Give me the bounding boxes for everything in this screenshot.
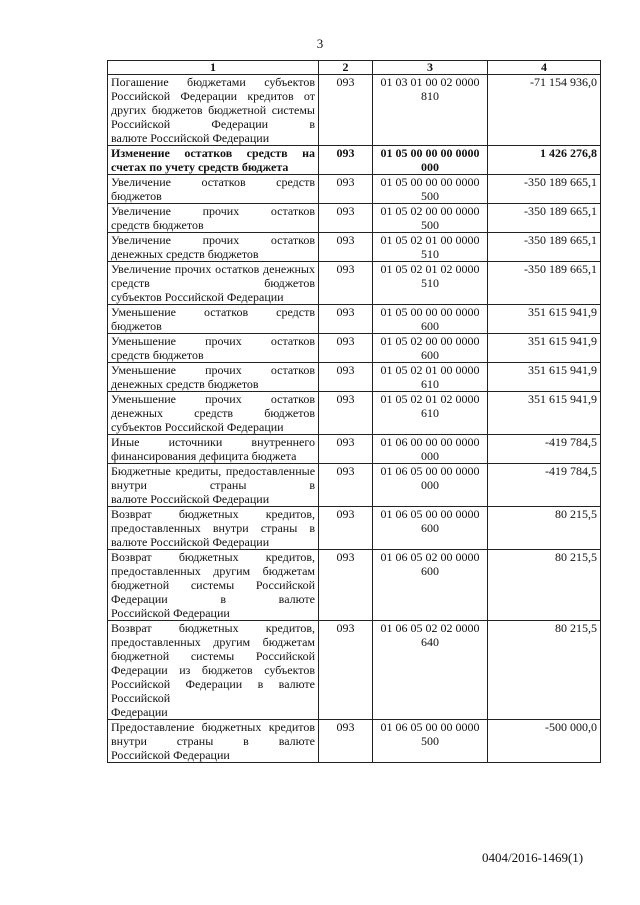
row-code-line: 500: [421, 189, 439, 203]
row-code-line: 610: [421, 377, 439, 391]
row-name-line: системы Российской Федерации в: [111, 103, 315, 131]
row-name-line: предоставленные внутри страны в: [111, 464, 316, 492]
row-amount: 80 215,5: [488, 550, 601, 621]
row-name-line: денежных средств бюджетов: [111, 247, 259, 261]
table-row: [108, 175, 601, 204]
row-name-line: Изменение остатков средств на: [111, 146, 315, 160]
row-code-line: 01 05 00 00 00 0000: [380, 305, 480, 319]
row-admin-code: 093: [319, 363, 373, 392]
row-name-line: денежных средств бюджетов: [111, 262, 315, 290]
table-row: [108, 435, 601, 464]
row-classification-code: [373, 363, 488, 392]
row-code-line: 01 05 02 00 00 0000: [380, 334, 480, 348]
row-classification-code: [373, 233, 488, 262]
row-classification-code: [373, 464, 488, 507]
row-admin-code: 093: [319, 233, 373, 262]
row-name-line: Увеличение прочих остатков: [111, 204, 315, 218]
row-name-line: Федерации в валюте Российской: [111, 677, 315, 705]
row-name-cell: [108, 363, 319, 392]
row-name-line: Бюджетные кредиты,: [111, 464, 222, 478]
budget-sources-table: [107, 60, 601, 763]
row-name-line: Уменьшение остатков средств: [111, 305, 315, 319]
row-amount: 80 215,5: [488, 507, 601, 550]
row-amount: -419 784,5: [488, 464, 601, 507]
row-admin-code: 093: [319, 75, 373, 146]
table-row: [108, 334, 601, 363]
row-name-line: предоставленных другим: [111, 564, 251, 578]
row-admin-code: 093: [319, 334, 373, 363]
row-code-line: 01 05 02 01 02 0000: [380, 392, 480, 406]
row-name-line: субъектов Российской Федерации: [111, 290, 284, 304]
row-code-line: 000: [421, 449, 439, 463]
table-row: [108, 550, 601, 621]
row-name-line: бюджетов: [111, 319, 162, 333]
row-code-line: 600: [421, 319, 439, 333]
row-name-cell: [108, 262, 319, 305]
row-code-line: 640: [421, 635, 439, 649]
table-row: [108, 305, 601, 334]
row-code-line: 600: [421, 348, 439, 362]
row-code-line: 01 06 05 00 00 0000: [380, 507, 480, 521]
row-name-cell: [108, 75, 319, 146]
row-classification-code: [373, 392, 488, 435]
row-name-cell: [108, 621, 319, 720]
row-name-line: кредитов внутри страны в валюте: [111, 720, 315, 748]
row-name-line: Погашение бюджетами субъектов: [111, 75, 315, 89]
row-admin-code: 093: [319, 464, 373, 507]
table-header-row: [108, 61, 601, 75]
row-name-cell: [108, 175, 319, 204]
column-header-1: 1: [108, 61, 319, 75]
row-name-line: Российской Федерации: [111, 606, 230, 620]
row-code-line: 510: [421, 276, 439, 290]
row-name-line: средств бюджетов: [111, 218, 204, 232]
row-code-line: 000: [421, 478, 439, 492]
row-classification-code: [373, 204, 488, 233]
row-name-line: валюте Российской Федерации: [111, 535, 270, 549]
table-row: [108, 621, 601, 720]
row-code-line: 01 05 02 00 00 0000: [380, 204, 480, 218]
row-name-line: финансирования дефицита бюджета: [111, 449, 297, 463]
row-name-line: бюджетам бюджетной системы: [111, 564, 315, 592]
row-amount: 1 426 276,8: [488, 146, 601, 175]
document-registration-code: 0404/2016-1469(1): [482, 850, 584, 865]
table-row: [108, 233, 601, 262]
row-amount: -350 189 665,1: [488, 204, 601, 233]
row-name-line: Российской Федерации в валюте: [111, 578, 315, 606]
row-name-line: валюте Российской Федерации: [111, 131, 270, 145]
row-name-cell: [108, 464, 319, 507]
row-code-line: 500: [421, 218, 439, 232]
row-admin-code: 093: [319, 392, 373, 435]
page-number: 3: [316, 36, 324, 51]
row-code-line: 01 06 05 02 02 0000: [380, 621, 480, 635]
row-name-cell: [108, 204, 319, 233]
row-name-line: Возврат бюджетных кредитов,: [111, 621, 315, 635]
row-name-line: Предоставление бюджетных: [111, 720, 262, 734]
row-name-line: бюджетов: [111, 189, 162, 203]
row-name-line: предоставленных другим: [111, 635, 251, 649]
row-name-line: Уменьшение прочих остатков: [111, 363, 315, 377]
row-amount: -350 189 665,1: [488, 175, 601, 204]
row-name-line: Уменьшение прочих остатков: [111, 392, 315, 406]
row-name-line: счетах по учету средств бюджета: [111, 160, 289, 174]
row-name-line: Увеличение остатков средств: [111, 175, 315, 189]
row-code-line: 01 05 02 01 02 0000: [380, 262, 480, 276]
row-admin-code: 093: [319, 507, 373, 550]
row-name-line: других бюджетов бюджетной: [111, 103, 267, 117]
column-header-2: 2: [319, 61, 373, 75]
row-amount: -350 189 665,1: [488, 262, 601, 305]
table-row: [108, 262, 601, 305]
row-admin-code: 093: [319, 175, 373, 204]
row-code-line: 01 05 02 01 00 0000: [380, 233, 480, 247]
row-code-line: 01 06 05 02 00 0000: [380, 550, 480, 564]
row-name-line: Уменьшение прочих остатков: [111, 334, 315, 348]
row-name-line: денежных средств бюджетов: [111, 406, 315, 420]
row-code-line: 000: [421, 160, 439, 174]
table-row: [108, 464, 601, 507]
row-classification-code: [373, 435, 488, 464]
row-code-line: 510: [421, 247, 439, 261]
row-admin-code: 093: [319, 435, 373, 464]
row-admin-code: 093: [319, 146, 373, 175]
table-row: [108, 204, 601, 233]
row-name-cell: [108, 392, 319, 435]
row-amount: -71 154 936,0: [488, 75, 601, 146]
row-name-cell: [108, 305, 319, 334]
row-amount: 351 615 941,9: [488, 392, 601, 435]
row-name-line: Иные источники внутреннего: [111, 435, 315, 449]
row-code-line: 600: [421, 564, 439, 578]
row-name-line: Увеличение прочих остатков: [111, 262, 260, 276]
row-name-cell: [108, 146, 319, 175]
row-admin-code: 093: [319, 550, 373, 621]
table-row: [108, 720, 601, 763]
row-code-line: 01 05 02 01 00 0000: [380, 363, 480, 377]
row-code-line: 01 03 01 00 02 0000: [380, 75, 480, 89]
table-row: [108, 392, 601, 435]
row-classification-code: [373, 550, 488, 621]
row-code-line: 01 06 05 00 00 0000: [380, 464, 480, 478]
column-header-3: 3: [373, 61, 488, 75]
row-code-line: 01 06 05 00 00 0000: [380, 720, 480, 734]
column-header-4: 4: [488, 61, 601, 75]
row-classification-code: [373, 720, 488, 763]
row-classification-code: [373, 175, 488, 204]
row-name-line: бюджетов субъектов Российской: [111, 663, 315, 691]
row-name-cell: [108, 720, 319, 763]
row-classification-code: [373, 75, 488, 146]
table-row: [108, 75, 601, 146]
row-admin-code: 093: [319, 305, 373, 334]
row-classification-code: [373, 334, 488, 363]
row-name-line: предоставленных внутри страны в: [111, 521, 315, 535]
row-name-line: Возврат бюджетных кредитов,: [111, 507, 315, 521]
row-code-line: 610: [421, 406, 439, 420]
row-name-line: Федерации: [111, 705, 168, 719]
row-amount: -350 189 665,1: [488, 233, 601, 262]
row-name-line: Российской Федерации: [111, 748, 230, 762]
row-name-line: Российской Федерации кредитов от: [111, 89, 315, 103]
table-row: [108, 146, 601, 175]
row-admin-code: 093: [319, 621, 373, 720]
row-code-line: 01 06 00 00 00 0000: [380, 435, 480, 449]
row-classification-code: [373, 262, 488, 305]
row-code-line: 01 05 00 00 00 0000: [380, 146, 480, 160]
row-classification-code: [373, 507, 488, 550]
row-name-line: денежных средств бюджетов: [111, 377, 259, 391]
row-name-line: валюте Российской Федерации: [111, 492, 270, 506]
row-name-cell: [108, 507, 319, 550]
row-amount: -419 784,5: [488, 435, 601, 464]
row-classification-code: [373, 146, 488, 175]
table-row: [108, 363, 601, 392]
row-name-cell: [108, 435, 319, 464]
row-name-line: Российской Федерации из: [111, 649, 315, 677]
row-amount: 80 215,5: [488, 621, 601, 720]
row-admin-code: 093: [319, 720, 373, 763]
row-classification-code: [373, 621, 488, 720]
row-admin-code: 093: [319, 204, 373, 233]
row-code-line: 810: [421, 89, 439, 103]
table-row: [108, 507, 601, 550]
row-name-cell: [108, 334, 319, 363]
row-name-line: средств бюджетов: [111, 348, 204, 362]
row-code-line: 500: [421, 734, 439, 748]
row-admin-code: 093: [319, 262, 373, 305]
row-classification-code: [373, 305, 488, 334]
row-code-line: 600: [421, 521, 439, 535]
table-body: [108, 75, 601, 763]
row-amount: 351 615 941,9: [488, 305, 601, 334]
row-code-line: 01 05 00 00 00 0000: [380, 175, 480, 189]
row-amount: -500 000,0: [488, 720, 601, 763]
row-amount: 351 615 941,9: [488, 334, 601, 363]
row-name-cell: [108, 233, 319, 262]
row-name-cell: [108, 550, 319, 621]
row-name-line: субъектов Российской Федерации: [111, 420, 284, 434]
row-name-line: бюджетам бюджетной системы: [111, 635, 315, 663]
row-name-line: Возврат бюджетных кредитов,: [111, 550, 315, 564]
row-amount: 351 615 941,9: [488, 363, 601, 392]
row-name-line: Увеличение прочих остатков: [111, 233, 315, 247]
